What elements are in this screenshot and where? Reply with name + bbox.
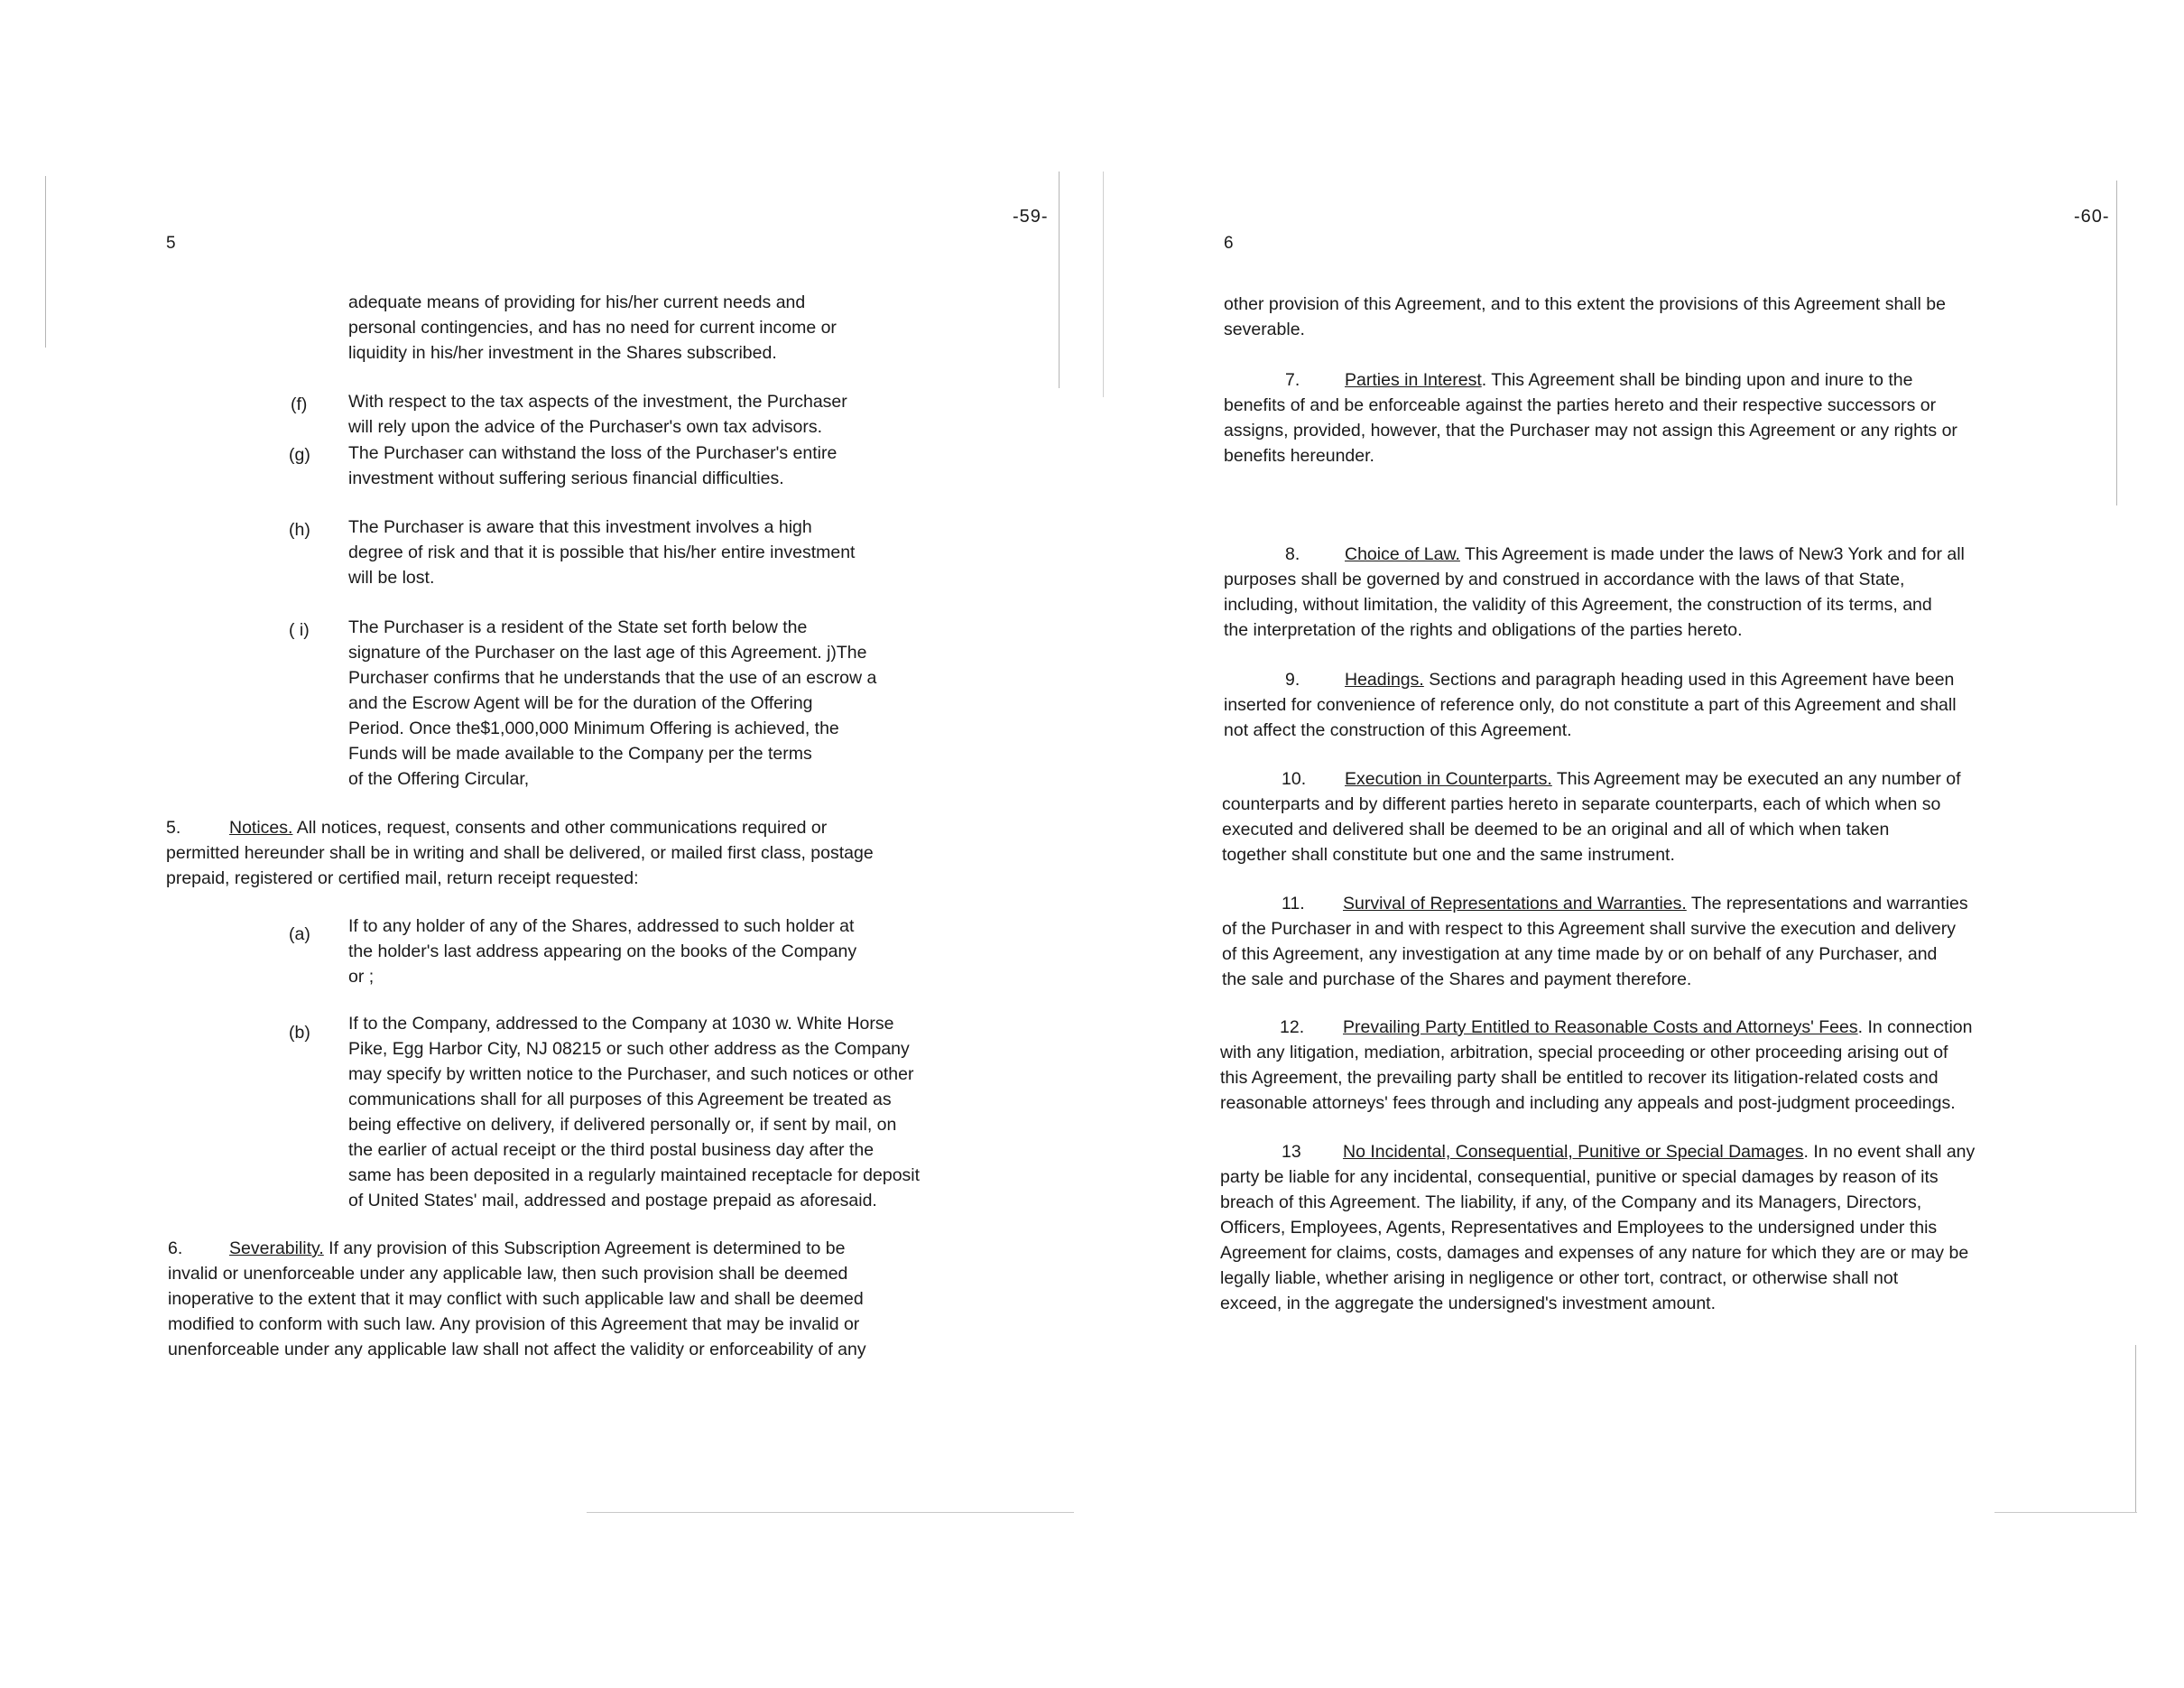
text-line: With respect to the tax aspects of the investment, the Purchaser: [348, 392, 847, 412]
section-heading: No Incidental, Consequential, Punitive or Special Damages: [1343, 1142, 1804, 1162]
text-line: not affect the construction of this Agreement.: [1224, 720, 1572, 740]
item-label: (f): [291, 394, 308, 414]
section-text: . In connection: [1857, 1017, 1973, 1037]
page-number: -60-: [2074, 207, 2110, 227]
text-line: The Purchaser is a resident of the State set forth below the: [348, 617, 808, 637]
item-label: (g): [289, 445, 310, 465]
item-f-text: [348, 389, 847, 440]
text-line: exceed, in the aggregate the undersigned's investment amount.: [1220, 1294, 1716, 1313]
text-line: communications shall for all purposes of this Agreement be treated as: [348, 1090, 892, 1109]
text-line: the earlier of actual receipt or the third postal business day after the: [348, 1140, 875, 1160]
text-line: of United States' mail, addressed and postage prepaid as aforesaid.: [348, 1191, 877, 1210]
text-line: together shall constitute but one and the same instrument.: [1222, 845, 1675, 865]
text-line: legally liable, whether arising in negligence or other tort, contract, or otherwise shall not: [1220, 1268, 1899, 1288]
text-line: inoperative to the extent that it may conflict with such applicable law and shall be deemed: [168, 1289, 864, 1309]
text-line: degree of risk and that it is possible that his/her entire investment: [348, 543, 856, 562]
text-line: benefits of and be enforceable against the parties hereto and their respective successors or: [1224, 395, 1937, 415]
text-line: permitted hereunder shall be in writing and shall be delivered, or mailed first class, postage: [166, 843, 874, 863]
text-line: counterparts and by different parties hereto in separate counterparts, each of which when so: [1222, 794, 1941, 814]
text-line: assigns, provided, however, that the Purchaser may not assign this Agreement or any rights or: [1224, 421, 1957, 441]
scan-edge-line: [1059, 172, 1060, 388]
section-number: 10.: [1282, 769, 1307, 789]
text-line: Funds will be made available to the Company per the terms: [348, 744, 812, 764]
notice-item-b-text: [348, 1011, 920, 1213]
text-line: party be liable for any incidental, consequential, punitive or special damages by reason of its: [1220, 1167, 1939, 1187]
section-heading: Execution in Counterparts.: [1345, 769, 1552, 789]
text-line: of the Purchaser in and with respect to this Agreement shall survive the execution and delivery: [1222, 919, 1956, 939]
section-text: . In no event shall any: [1803, 1142, 1976, 1162]
section-number: 11.: [1282, 894, 1305, 914]
text-line: with any litigation, mediation, arbitration, special proceeding or other proceeding arising out of: [1220, 1043, 1948, 1062]
text-line: personal contingencies, and has no need for current income or: [348, 318, 837, 338]
text-line: [166, 815, 874, 840]
section-heading: Headings.: [1345, 670, 1424, 690]
text-line: adequate means of providing for his/her current needs and: [348, 292, 806, 312]
section-number: 6.: [168, 1238, 183, 1258]
text-line: Purchaser confirms that he understands that the use of an escrow a: [348, 668, 877, 688]
text-line: [1224, 542, 1965, 567]
text-line: [1224, 367, 1957, 393]
section-number: 13: [1282, 1142, 1301, 1162]
text-line: including, without limitation, the validity of this Agreement, the construction of its terms, and: [1224, 595, 1932, 615]
text-line: Period. Once the$1,000,000 Minimum Offering is achieved, the: [348, 719, 839, 738]
text-line: inserted for convenience of reference only, do not constitute a part of this Agreement and shall: [1224, 695, 1957, 715]
text-line: Officers, Employees, Agents, Representatives and Employees to the undersigned under this: [1220, 1218, 1938, 1238]
text-line: [1220, 1139, 1975, 1164]
text-line: If to the Company, addressed to the Company at 1030 w. White Horse: [348, 1014, 894, 1034]
section-text: This Agreement may be executed an any number of: [1551, 769, 1961, 789]
item-label: ( i): [289, 620, 310, 640]
text-line: other provision of this Agreement, and to this extent the provisions of this Agreement shall be: [1224, 294, 1946, 314]
text-line: investment without suffering serious financial difficulties.: [348, 468, 784, 488]
text-line: invalid or unenforceable under any applicable law, then such provision shall be deemed: [168, 1264, 848, 1284]
text-line: If to any holder of any of the Shares, addressed to such holder at: [348, 916, 855, 936]
text-line: reasonable attorneys' fees through and including any appeals and post-judgment proceedings.: [1220, 1093, 1956, 1113]
section-10: [1222, 766, 1961, 867]
section-12: [1220, 1015, 1972, 1116]
scan-edge-line: [1994, 1512, 2137, 1513]
text-line: and the Escrow Agent will be for the duration of the Offering: [348, 693, 813, 713]
section-heading: Survival of Representations and Warranties.: [1343, 894, 1687, 914]
section-8: [1224, 542, 1965, 643]
text-line: purposes shall be governed by and construed in accordance with the laws of that State,: [1224, 570, 1905, 589]
continuation-paragraph: [1224, 292, 1946, 342]
text-line: or ;: [348, 967, 375, 987]
notice-item-a-text: [348, 914, 856, 989]
item-label: (h): [289, 520, 310, 540]
text-line: severable.: [1224, 320, 1305, 339]
section-9: [1224, 667, 1957, 743]
section-text: If any provision of this Subscription Agreement is determined to be: [323, 1238, 846, 1258]
section-number: 7.: [1285, 370, 1300, 390]
section-number: 12.: [1280, 1017, 1305, 1037]
section-7: [1224, 367, 1957, 468]
text-line: the interpretation of the rights and obligations of the parties hereto.: [1224, 620, 1743, 640]
text-line: liquidity in his/her investment in the Shares subscribed.: [348, 343, 777, 363]
section-heading: Severability.: [229, 1238, 324, 1258]
section-text: All notices, request, consents and other communications required or: [292, 818, 828, 838]
section-heading: Notices.: [229, 818, 293, 838]
text-line: this Agreement, the prevailing party shall be entitled to recover its litigation-related costs and: [1220, 1068, 1939, 1088]
text-line: [1222, 766, 1961, 792]
section-heading: Choice of Law.: [1345, 544, 1460, 564]
severability-section: [168, 1236, 866, 1362]
text-line: unenforceable under any applicable law shall not affect the validity or enforceability of any: [168, 1340, 866, 1359]
scan-edge-line: [2135, 1345, 2136, 1512]
notices-section: [166, 815, 874, 891]
section-text: Sections and paragraph heading used in this Agreement have been: [1423, 670, 1955, 690]
text-line: breach of this Agreement. The liability, if any, of the Company and its Managers, Directors,: [1220, 1192, 1922, 1212]
text-line: will rely upon the advice of the Purchaser's own tax advisors.: [348, 417, 823, 437]
text-line: same has been deposited in a regularly maintained receptacle for deposit: [348, 1165, 921, 1185]
item-h-text: [348, 515, 855, 590]
section-text: . This Agreement shall be binding upon and inure to the: [1481, 370, 1913, 390]
section-11: [1222, 891, 1968, 992]
item-g-text: [348, 441, 837, 491]
text-line: Agreement for claims, costs, damages and expenses of any nature for which they are or may be: [1220, 1243, 1969, 1263]
text-line: of the Offering Circular,: [348, 769, 530, 789]
section-heading: Parties in Interest: [1345, 370, 1482, 390]
text-line: The Purchaser can withstand the loss of the Purchaser's entire: [348, 443, 838, 463]
page-number: -59-: [1013, 207, 1049, 227]
section-13: [1220, 1139, 1975, 1316]
text-line: modified to conform with such law. Any provision of this Agreement that may be invalid or: [168, 1314, 860, 1334]
item-label: (a): [289, 924, 310, 944]
text-line: executed and delivered shall be deemed to be an original and all of which when taken: [1222, 820, 1890, 839]
scan-edge-line: [45, 176, 46, 348]
section-number: 9.: [1285, 670, 1300, 690]
item-label: (b): [289, 1023, 310, 1043]
text-line: [1222, 891, 1968, 916]
text-line: may specify by written notice to the Purchaser, and such notices or other: [348, 1064, 914, 1084]
section-number: 5: [166, 234, 176, 253]
section-text: The representations and warranties: [1686, 894, 1968, 914]
text-line: the holder's last address appearing on the books of the Company: [348, 941, 857, 961]
text-line: being effective on delivery, if delivered personally or, if sent by mail, on: [348, 1115, 897, 1135]
text-line: signature of the Purchaser on the last age of this Agreement. j)The: [348, 643, 867, 663]
section-text: This Agreement is made under the laws of New3 York and for all: [1459, 544, 1965, 564]
continuation-paragraph: [348, 290, 837, 366]
section-number: 8.: [1285, 544, 1300, 564]
text-line: [1224, 667, 1957, 692]
text-line: the sale and purchase of the Shares and payment therefore.: [1222, 969, 1692, 989]
text-line: prepaid, registered or certified mail, return receipt requested:: [166, 868, 639, 888]
section-number: 5.: [166, 818, 181, 838]
text-line: [168, 1236, 866, 1261]
text-line: The Purchaser is aware that this investment involves a high: [348, 517, 812, 537]
text-line: will be lost.: [348, 568, 435, 588]
section-heading: Prevailing Party Entitled to Reasonable Costs and Attorneys' Fees: [1343, 1017, 1858, 1037]
right-page: [1092, 0, 2184, 1688]
section-number: 6: [1224, 234, 1234, 253]
text-line: Pike, Egg Harbor City, NJ 08215 or such other address as the Company: [348, 1039, 910, 1059]
text-line: benefits hereunder.: [1224, 446, 1374, 466]
scan-edge-line: [587, 1512, 1074, 1513]
item-i-text: [348, 615, 876, 792]
text-line: of this Agreement, any investigation at any time made by or on behalf of any Purchaser, and: [1222, 944, 1938, 964]
scan-edge-line: [2116, 181, 2117, 505]
text-line: [1220, 1015, 1972, 1040]
